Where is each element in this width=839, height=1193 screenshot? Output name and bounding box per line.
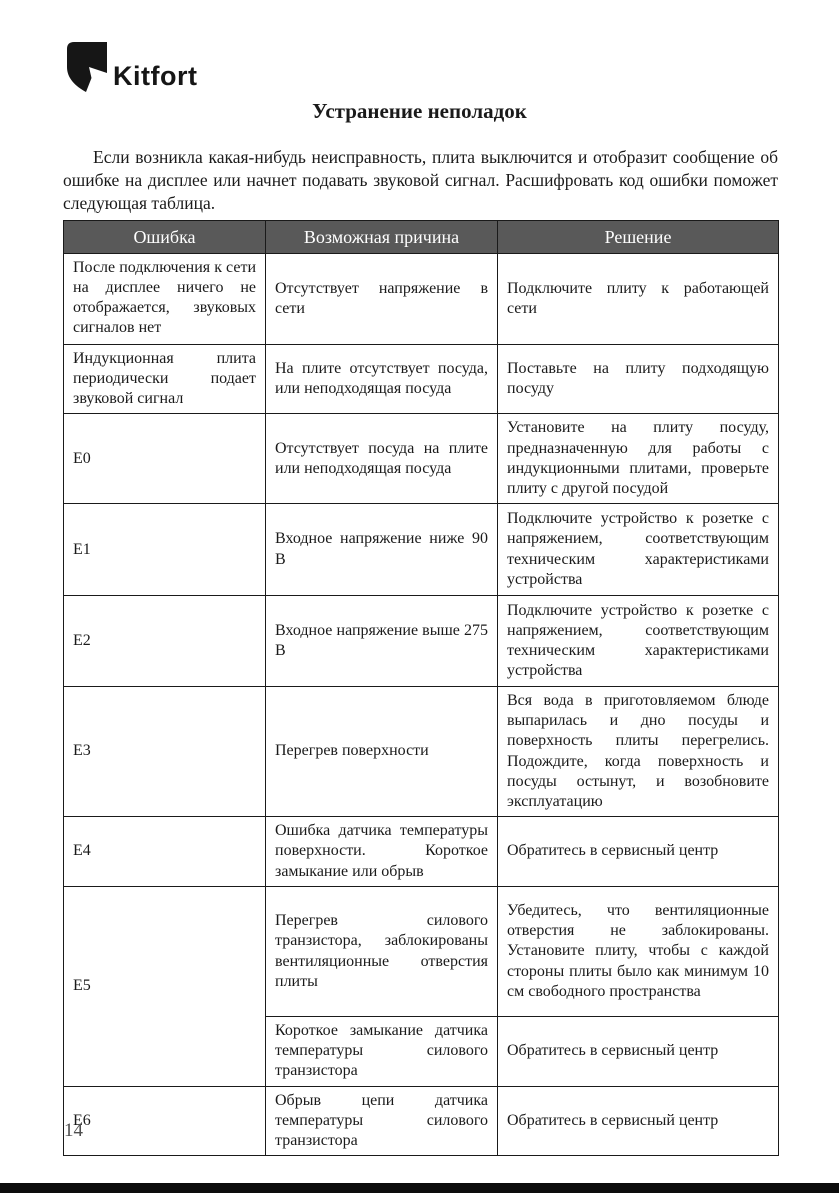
page-title: Устранение неполадок	[312, 99, 527, 123]
column-header-error: Ошибка	[64, 221, 266, 254]
solution-cell: Подключите устройство к розетке с напряжением, соответствующим техническим характеристиками устройства	[498, 596, 779, 687]
column-header-cause: Возможная причина	[266, 221, 498, 254]
table-row	[64, 887, 779, 1017]
error-cell: E5	[64, 887, 266, 1086]
table-row	[64, 504, 779, 596]
solution-cell: Обратитесь в сервисный центр	[498, 817, 779, 887]
cause-cell: Перегрев поверхности	[266, 687, 498, 817]
footer-bar	[0, 1183, 839, 1193]
cause-cell: Входное напряжение ниже 90 В	[266, 504, 498, 596]
solution-cell: Обратитесь в сервисный центр	[498, 1017, 779, 1086]
cause-cell: Отсутствует напряжение в сети	[266, 254, 498, 345]
solution-cell: Подключите плиту к работающей сети	[498, 254, 779, 345]
solution-cell: Обратитесь в сервисный центр	[498, 1086, 779, 1155]
error-cell: E1	[64, 504, 266, 596]
error-cell: Индукционная плита периодически подает звуковой сигнал	[64, 345, 266, 414]
cause-cell: Ошибка датчика температуры поверхности. Короткое замыкание или обрыв	[266, 817, 498, 887]
error-cell: E6	[64, 1086, 266, 1155]
error-cell: E2	[64, 596, 266, 687]
brand-logo	[66, 42, 197, 92]
error-cell: E3	[64, 687, 266, 817]
intro-paragraph: Если возникла какая-нибудь неисправность, плита выключится и отобразит сообщение об ошибке на дисплее или начнет подавать звуковой сигнал. Расшифровать код ошибки поможет следующая таблица.	[63, 147, 778, 214]
table-row	[64, 687, 779, 817]
error-cell: E0	[64, 414, 266, 504]
error-cell: E4	[64, 817, 266, 887]
cause-cell: Отсутствует посуда на плите или неподходящая посуда	[266, 414, 498, 504]
solution-cell: Поставьте на плиту подходящую посуду	[498, 345, 779, 414]
error-cell: После подключения к сети на дисплее ничего не отображается, звуковых сигналов нет	[64, 254, 266, 345]
solution-cell: Установите на плиту посуду, предназначенную для работы с индукционными плитами, проверьте плиту с другой посудой	[498, 414, 779, 504]
cause-cell: Обрыв цепи датчика температуры силового транзистора	[266, 1086, 498, 1155]
solution-cell: Убедитесь, что вентиляционные отверстия не заблокированы. Установите плиту, чтобы с каждой стороны плиты было как минимум 10 см свободного пространства	[498, 887, 779, 1017]
troubleshooting-table-container	[63, 220, 778, 1156]
table-row	[64, 414, 779, 504]
solution-cell: Вся вода в приготовляемом блюде выпарилась и дно посуды и поверхность плиты перегрелись. Подождите, когда поверхность и посуды остынут, и возобновите эксплуатацию	[498, 687, 779, 817]
table-row	[64, 817, 779, 887]
page-number: 14	[64, 1120, 83, 1141]
kitfort-logo-icon	[66, 42, 107, 92]
brand-wordmark: Kitfort	[113, 61, 198, 91]
column-header-solution: Решение	[498, 221, 779, 254]
solution-cell: Подключите устройство к розетке с напряжением, соответствующим техническим характеристиками устройства	[498, 504, 779, 596]
cause-cell: Короткое замыкание датчика температуры силового транзистора	[266, 1017, 498, 1086]
table-row	[64, 345, 779, 414]
troubleshooting-table	[63, 220, 779, 1156]
cause-cell: Перегрев силового транзистора, заблокированы вентиляционные отверстия плиты	[266, 887, 498, 1017]
table-header-row	[64, 221, 779, 254]
table-row	[64, 254, 779, 345]
cause-cell: На плите отсутствует посуда, или неподходящая посуда	[266, 345, 498, 414]
table-row	[64, 596, 779, 687]
cause-cell: Входное напряжение выше 275 В	[266, 596, 498, 687]
table-row	[64, 1086, 779, 1155]
